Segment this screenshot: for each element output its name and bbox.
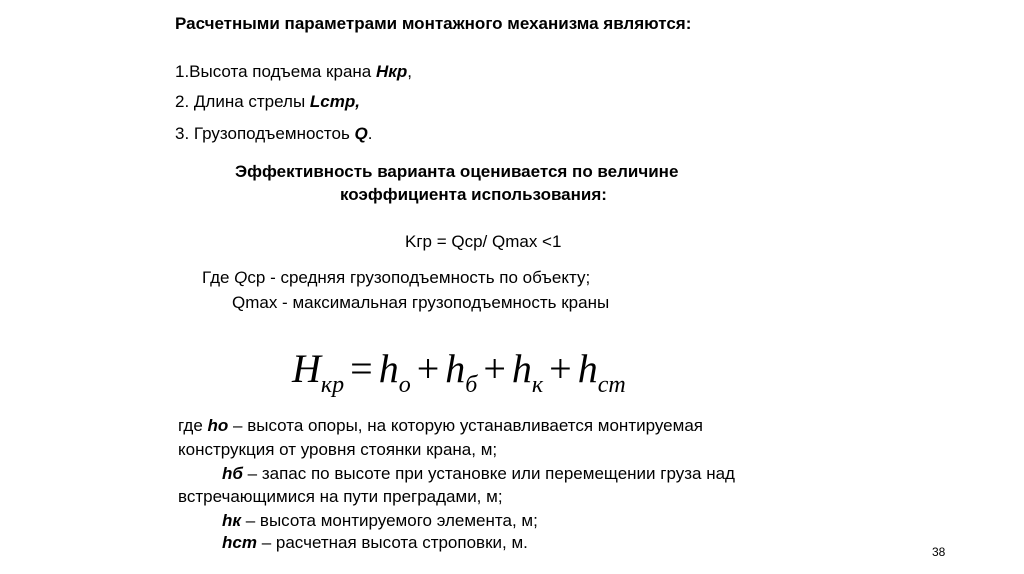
definition-line-2 <box>178 440 497 460</box>
param-line-2 <box>175 92 360 112</box>
param-suffix: . <box>367 124 373 143</box>
definition-text: встречающимися на пути преградами, м; <box>178 487 503 506</box>
formula-equals: = <box>350 346 373 391</box>
param-symbol: Lстр, <box>309 92 360 111</box>
param-prefix: 3. Грузоподъемностоь <box>175 124 355 143</box>
efficiency-line-2: коэффициента использования: <box>340 185 607 204</box>
definition-text: – высота монтируемого элемента, м; <box>241 511 538 530</box>
param-symbol: Нкр <box>375 62 408 81</box>
where-rest: ср - средняя грузоподъемность по объекту; <box>247 268 591 287</box>
formula-plus: + <box>549 346 572 391</box>
definition-prefix: где <box>178 416 208 435</box>
definition-symbol: hк <box>222 511 242 530</box>
definition-text: конструкция от уровня стоянки крана, м; <box>178 440 498 459</box>
definition-text: – расчетная высота строповки, м. <box>256 533 528 552</box>
formula-plus: + <box>483 346 506 391</box>
where-prefix: Где <box>202 268 235 287</box>
formula-term: h <box>577 346 598 391</box>
definition-line-3 <box>222 464 735 484</box>
coefficient-formula: Kгр = Qср/ Qmax <1 <box>405 232 562 251</box>
formula-term-sub: ст <box>597 372 626 398</box>
height-formula <box>292 334 626 404</box>
definition-line-5 <box>222 511 538 531</box>
definition-line-4 <box>178 487 503 507</box>
efficiency-line-1: Эффективность варианта оценивается по величине <box>235 162 679 181</box>
formula-term-sub: б <box>465 372 478 398</box>
where-line-1 <box>202 268 590 288</box>
formula-lhs-sub: кр <box>320 372 345 398</box>
definition-line-1 <box>178 416 703 436</box>
param-prefix: 2. Длина стрелы <box>175 92 310 111</box>
where-symbol: Q <box>234 268 248 287</box>
param-suffix: , <box>407 62 412 81</box>
param-line-1 <box>175 62 412 82</box>
definition-text: – запас по высоте при установке или перемещении груза над <box>242 464 735 483</box>
definition-text: – высота опоры, на которую устанавливается монтируемая <box>228 416 703 435</box>
definition-symbol: hст <box>222 533 257 552</box>
formula-term-sub: о <box>398 372 411 398</box>
formula-lhs: H <box>292 346 321 391</box>
definition-line-6 <box>222 533 528 553</box>
param-prefix: 1.Высота подъема крана <box>175 62 376 81</box>
formula-term: h <box>445 346 466 391</box>
where-line-2: Qmax - максимальная грузоподъемность краны <box>232 293 610 312</box>
param-symbol: Q <box>354 124 368 143</box>
param-line-3 <box>175 124 373 144</box>
definition-symbol: hо <box>207 416 229 435</box>
definition-symbol: hб <box>222 464 243 483</box>
slide-heading: Расчетными параметрами монтажного механизма являются: <box>175 14 692 33</box>
page-number: 38 <box>932 545 946 559</box>
formula-term: h <box>511 346 532 391</box>
formula-term-sub: к <box>531 372 544 398</box>
formula-term: h <box>378 346 399 391</box>
formula-plus: + <box>416 346 440 391</box>
